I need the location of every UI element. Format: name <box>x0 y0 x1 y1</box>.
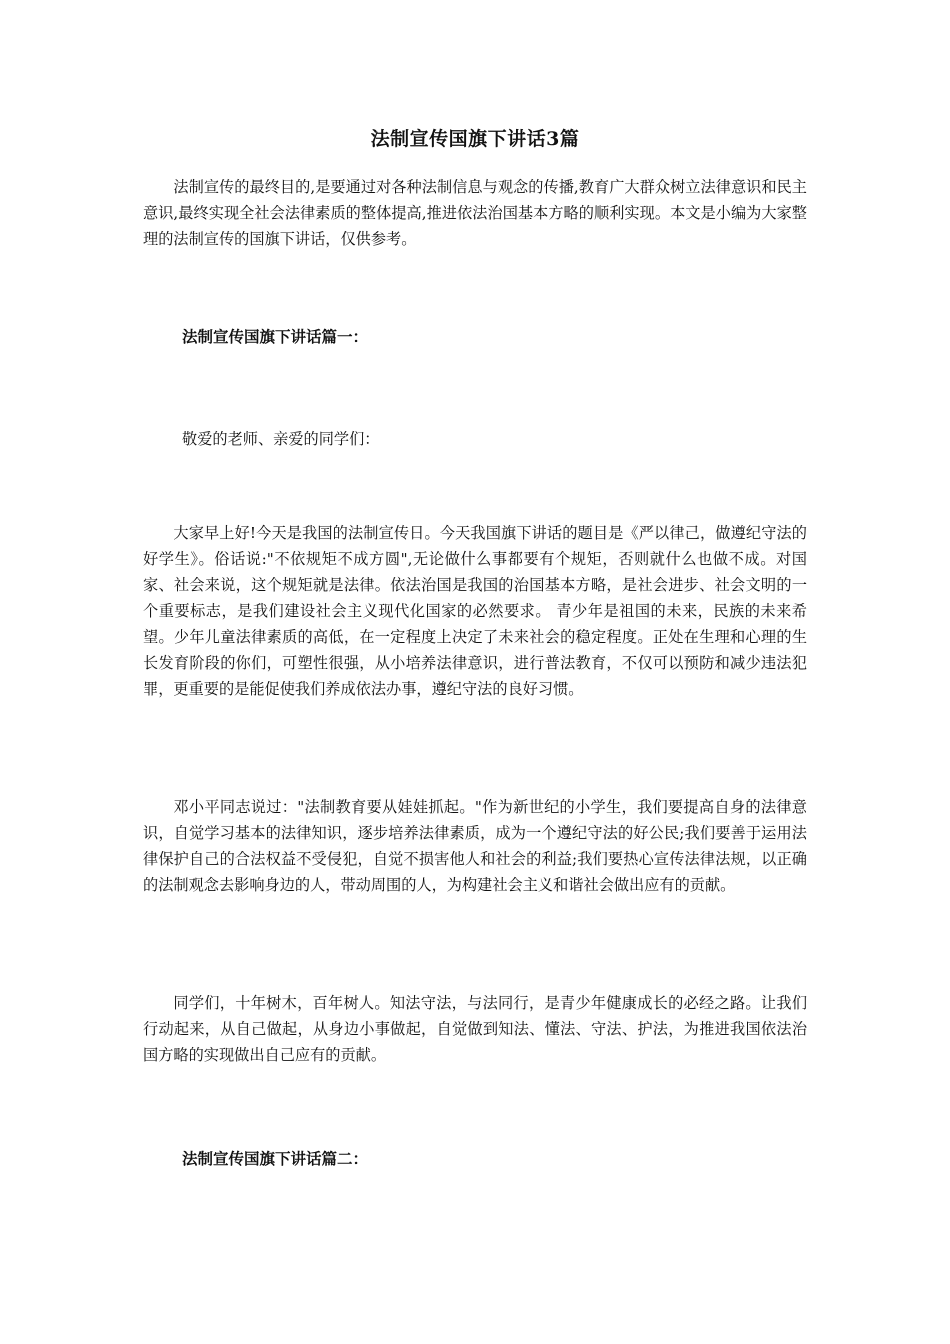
body-paragraph-1: 大家早上好!今天是我国的法制宣传日。今天我国旗下讲话的题目是《严以律己，做遵纪守法的好学生》。俗话说:"不依规矩不成方圆",无论做什么事都要有个规矩，否则就什么也做不成。对国家、社会来说，这个规矩就是法律。依法治国是我国的治国基本方略，是社会进步、社会文明的一个重要标志，是我们建设社会主义现代化国家的必然要求。 青少年是祖国的未来，民族的未来希望。少年儿童法律素质的高低，在一定程度上决定了未来社会的稳定程度。正处在生理和心理的生长发育阶段的你们，可塑性很强，从小培养法律意识，进行普法教育，不仅可以预防和减少违法犯罪，更重要的是能促使我们养成依法办事，遵纪守法的良好习惯。 <box>143 524 807 698</box>
body-paragraph-3: 同学们，十年树木，百年树人。知法守法，与法同行，是青少年健康成长的必经之路。让我们行动起来，从自己做起，从身边小事做起，自觉做到知法、懂法、守法、护法，为推进我国依法治国方略的实现做出自己应有的贡献。 <box>143 994 807 1064</box>
section-heading-2: 法制宣传国旗下讲话篇二： <box>182 1149 369 1168</box>
section-heading-1: 法制宣传国旗下讲话篇一： <box>182 327 369 346</box>
intro-paragraph: 法制宣传的最终目的,是要通过对各种法制信息与观念的传播,教育广大群众树立法律意识和民主意识,最终实现全社会法律素质的整体提高,推进依法治国基本方略的顺利实现。本文是小编为大家整理的法制宣传的国旗下讲话，仅供参考。 <box>143 178 807 248</box>
document-title: 法制宣传国旗下讲话3篇 <box>370 128 580 150</box>
body-paragraph-2: 邓小平同志说过："法制教育要从娃娃抓起。"作为新世纪的小学生，我们要提高自身的法律意识，自觉学习基本的法律知识，逐步培养法律素质，成为一个遵纪守法的好公民;我们要善于运用法律保护自己的合法权益不受侵犯，自觉不损害他人和社会的利益;我们要热心宣传法律法规，以正确的法制观念去影响身边的人，带动周围的人，为构建社会主义和谐社会做出应有的贡献。 <box>143 798 807 894</box>
greeting: 敬爱的老师、亲爱的同学们： <box>182 430 380 448</box>
